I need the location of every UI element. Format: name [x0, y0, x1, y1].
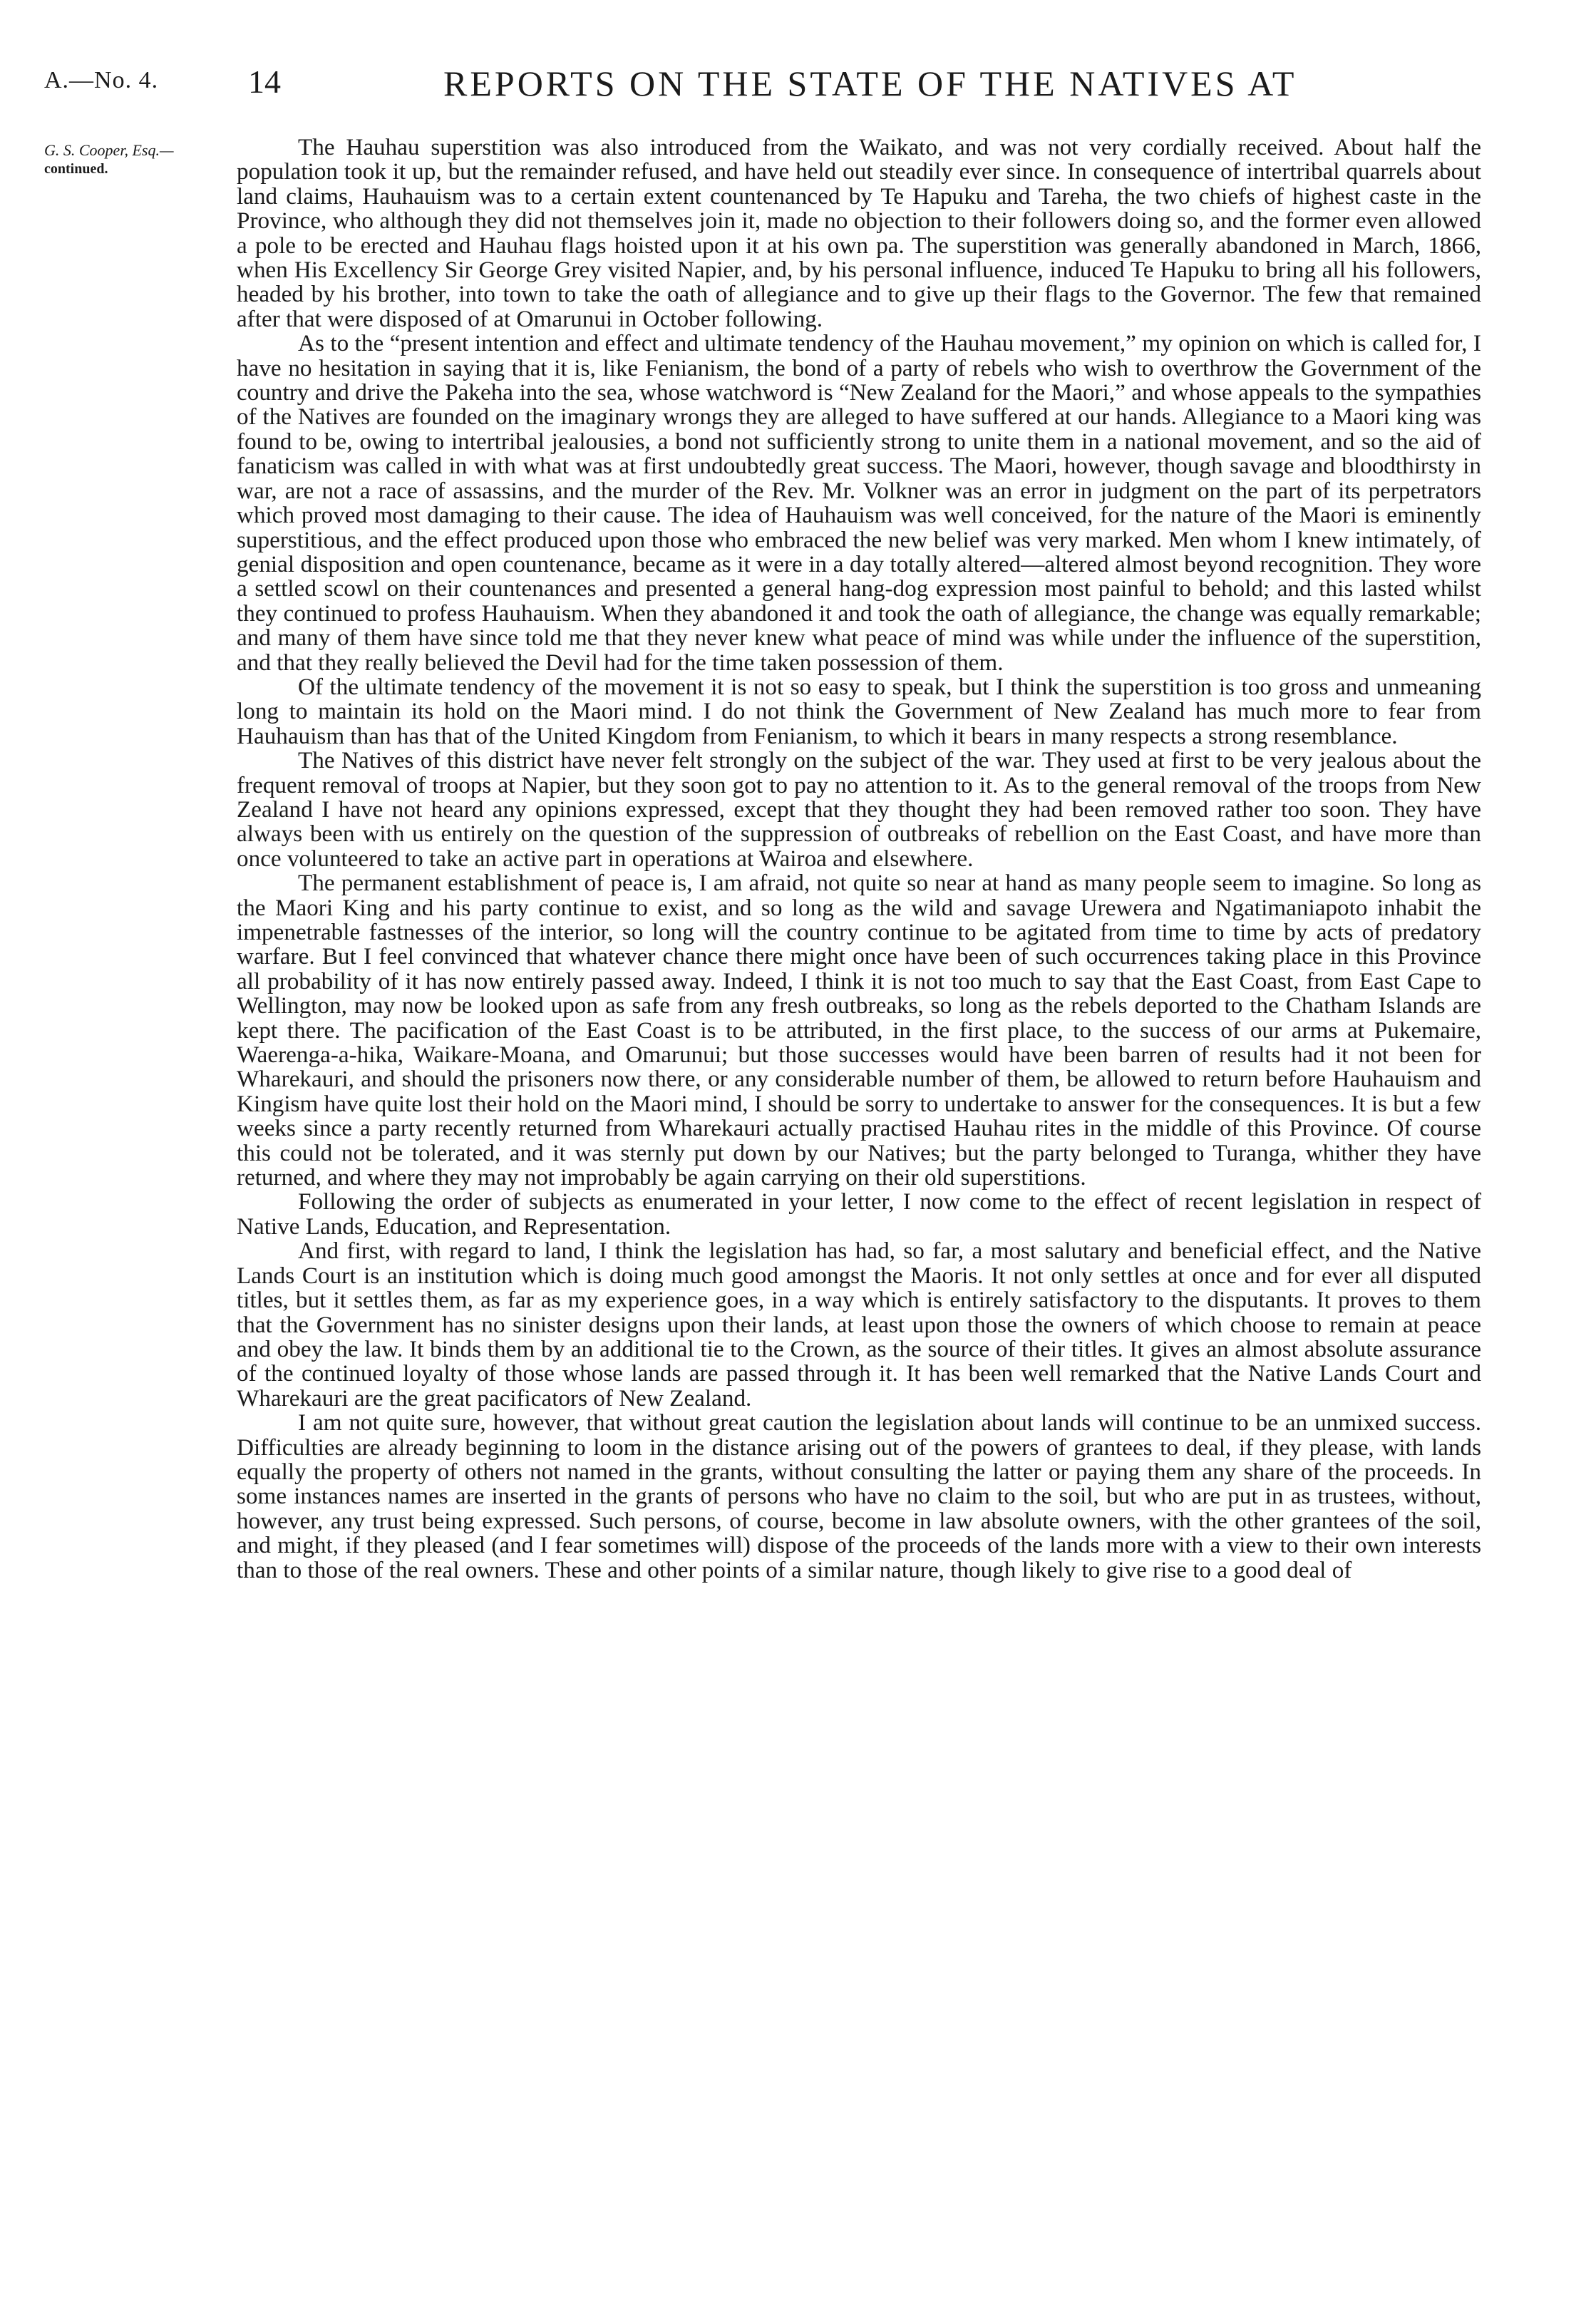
paragraph: And first, with regard to land, I think the legislation has had, so far, a most salutary and beneficial effect, and the Native Lands Court is an institution which is doing much good amongst the Maoris. It not only settles at once and for ever all disputed titles, but it settles them, as far as my experience goes, in a way which is entirely satisfactory to the disputants. It proves to them that the Government has no sinister designs upon their lands, at least upon those the owners of which choose to remain at peace and obey the law. It binds them by an additional tie to the Crown, as the source of their titles. It gives an almost absolute assurance of the continued loyalty of those whose lands are passed through it. It has been well remarked that the Native Lands Court and Wharekauri are the great pacificators of New Zealand.: [237, 1238, 1481, 1412]
paragraph: Following the order of subjects as enumerated in your letter, I now come to the effect of recent legislation in respect of Native Lands, Education, and Representation.: [237, 1188, 1481, 1240]
report-body: [237, 135, 1481, 1583]
paragraph: The Hauhau superstition was also introduced from the Waikato, and was not very cordially received. About half the population took it up, but the remainder refused, and have held out steadily ever since. In consequence of intertribal quarrels about land claims, Hauhauism was to a certain extent countenanced by Te Hapuku and Tareha, the two chiefs of highest caste in the Province, who although they did not themselves join it, made no objection to their followers doing so, and the former even allowed a pole to be erected and Hauhau flags hoisted upon it at his own pa. The superstition was generally abandoned in March, 1866, when His Excellency Sir George Grey visited Napier, and, by his personal influence, induced Te Hapuku to bring all his followers, headed by his brother, into town to take the oath of allegiance and to give up their flags to the Governor. The few that remained after that were disposed of at Omarunui in October following.: [237, 134, 1481, 332]
page-header: [44, 63, 1548, 106]
paragraph: I am not quite sure, however, that without great caution the legislation about lands will continue to be an unmixed success. Difficulties are already beginning to loom in the distance arising out of the powers of grantees to deal, if they please, with lands equally the property of others not named in the grants, without consulting the latter or paying them any share of the proceeds. In some instances names are inserted in the grants of persons who have no claim to the soil, but who are put in as trustees, without, however, any trust being expressed. Such persons, of course, become in law absolute owners, with the other grantees of the soil, and might, if they pleased (and I fear sometimes will) dispose of the proceeds of the lands more with a view to their own interests than to those of the real owners. These and other points of a similar nature, though likely to give rise to a good deal of: [237, 1409, 1481, 1583]
paragraph: The Natives of this district have never felt strongly on the subject of the war. They used at first to be very jealous about the frequent removal of troops at Napier, but they soon got to pay no attention to it. As to the general removal of the troops from New Zealand I have not heard any opinions expressed, except that they thought they had been removed rather too soon. They have always been with us entirely on the question of the suppression of outbreaks of rebellion on the East Coast, and have more than once volunteered to take an active part in operations at Wairoa and elsewhere.: [237, 747, 1481, 872]
margin-note-continued: continued.: [44, 161, 108, 177]
page-number: 14: [248, 63, 281, 100]
margin-note: [44, 141, 237, 178]
paragraph: Of the ultimate tendency of the movement it is not so easy to speak, but I think the superstition is too gross and unmeaning long to maintain its hold on the Maori mind. I do not think the Government of New Zealand has much more to fear from Hauhauism than has that of the United Kingdom from Fenianism, to which it bears in many respects a strong resemblance.: [237, 673, 1481, 749]
margin-note-author: G. S. Cooper, Esq.—: [44, 141, 174, 159]
paragraph: As to the “present intention and effect and ultimate tendency of the Hauhau movement,” my opinion on which is called for, I have no hesitation in saying that it is, like Fenianism, the bond of a party of rebels who wish to overthrow the Government of the country and drive the Pakeha into the sea, whose watchword is “New Zealand for the Maori,” and whose appeals to the sympathies of the Natives are founded on the imaginary wrongs they are alleged to have suffered at our hands. Allegiance to a Maori king was found to be, owing to intertribal jealousies, a bond not sufficiently strong to unite them in a national movement, and so the aid of fanaticism was called in with what was at first undoubtedly great success. The Maori, however, though savage and bloodthirsty in war, are not a race of assassins, and the murder of the Rev. Mr. Volkner was an error in judgment on the part of its perpetrators which proved most damaging to their cause. The idea of Hauhauism was well conceived, for the nature of the Maori is eminently superstitious, and the effect produced upon those who embraced the new belief was very marked. Men whom I knew intimately, of genial disposition and open countenance, became as it were in a day totally altered—altered almost beyond recognition. They wore a settled scowl on their countenances and presented a general hang-dog expression most painful to behold; and this lasted whilst they continued to profess Hauhauism. When they abandoned it and took the oath of allegiance, the change was equally remarkable; and many of them have since told me that they never knew what peace of mind was while under the influence of the superstition, and that they really believed the Devil had for the time taken possession of them.: [237, 330, 1481, 676]
document-reference: A.—No. 4.: [44, 67, 159, 93]
paragraph: The permanent establishment of peace is, I am afraid, not quite so near at hand as many people seem to imagine. So long as the Maori King and his party continue to exist, and so long as the wild and savage Urewera and Ngatimaniapoto inhabit the impenetrable fastnesses of the interior, so long will the country continue to be agitated from time to time by acts of predatory warfare. But I feel convinced that whatever chance there might once have been of such occurrences taking place in this Province all probability of it has now entirely passed away. Indeed, I think it is not too much to say that the East Coast, from East Cape to Wellington, may now be looked upon as safe from any fresh outbreaks, so long as the rebels deported to the Chatham Islands are kept there. The pacification of the East Coast is to be attributed, in the first place, to the success of our arms at Pukemaire, Waerenga-a-hika, Waikare-Moana, and Omarunui; but those successes would have been barren of results had it not been for Wharekauri, and should the prisoners now there, or any considerable number of them, be allowed to return before Hauhauism and Kingism have quite lost their hold on the Maori mind, I should be sorry to undertake to answer for the consequences. It is but a few weeks since a party recently returned from Wharekauri actually practised Hauhau rites in the middle of this Province. Of course this could not be tolerated, and it was sternly put down by our Natives; but the party belonged to Turanga, whither they have returned, and where they may not improbably be again carrying on their old superstitions.: [237, 870, 1481, 1191]
page-title: REPORTS ON THE STATE OF THE NATIVES AT: [443, 63, 1297, 103]
